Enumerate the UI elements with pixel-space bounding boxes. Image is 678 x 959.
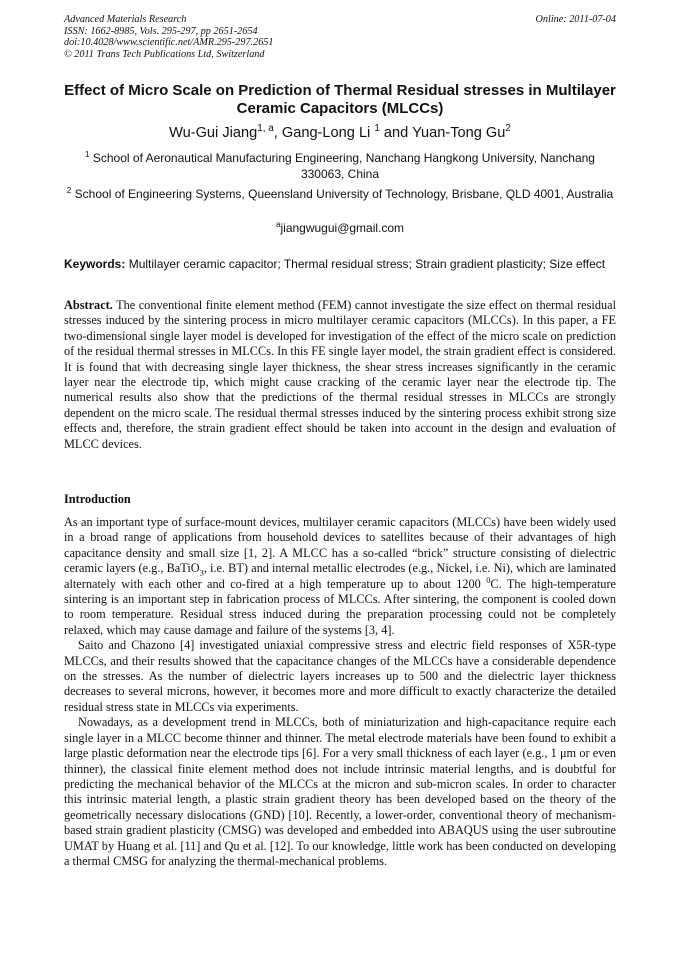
intro-paragraph-1 [64, 515, 616, 638]
contact-email [64, 220, 616, 236]
intro-paragraph-3: Nowadays, as a development trend in MLCCs, both of miniaturization and high-capacitance require each single layer in a MLCC become thinner and thinner. The metal electrode materials have been found to exhibit a large plastic deformation near the electrode tips [6]. For a very small thickness of each layer (e.g., 1 μm or even thinner), the classical finite element method does not include intrinsic material lengths, and is doubtful for predicting the mechanical behavior of the MLCCs at the micron and sub-micron scales. In order to character this intrinsic material length, a plastic strain gradient theory has been developed based on the theory of the geometrically necessary dislocations (GND) [10]. Recently, a lower-order, conventional theory of mechanism-based strain gradient plasticity (CMSG) was developed and embedded into ABAQUS using the user subroutine UMAT by Huang et al. [11] and Qu et al. [12]. To our knowledge, little work has been conducted on developing a thermal CMSG for analyzing the thermal-mechanical problems. [64, 715, 616, 868]
affiliation-2 [64, 186, 616, 202]
intro-paragraph-2: Saito and Chazono [4] investigated uniaxial compressive stress and electric field responses of X5R-type MLCCs, and their results showed that the capacitance changes of the MLCCs have a considerable dependence on the stresses. As the number of dielectric layers increases up to 500 and the dielectric layer thickness decreases to several microns, however, it becomes more and more difficult to exactly characterize the detailed residual stress state in MLCCs via experiments. [64, 638, 616, 714]
affiliation-1-text: School of Aeronautical Manufacturing Engineering, Nanchang Hangkong University, Nanchang 330063, China [89, 151, 595, 181]
author-2-sup: 1 [374, 123, 380, 135]
abstract-text: The conventional finite element method (FEM) cannot investigate the size effect on thermal residual stresses induced by the sintering process in micro multilayer ceramic capacitors (MLCCs). In this paper, a FE two-dimensional single layer model is developed for investigation of the effect of the micro scale on prediction of the residual thermal stresses in MLCCs. In this FE single layer model, the strain gradient effect is considered. It is found that with decreasing single layer thickness, the shear stress increases significantly in the ceramic layer near the electrode tip, which might cause cracking of the ceramic layer near the electrode tip. The numerical results also show that the predictions of the thermal residual stresses in MLCCs are strongly dependent on the micro scale. The residual thermal stresses induced by the sintering process exhibit strong size effects and, therefore, the strain gradient effect should be taken into account in the design and evaluation of MLCC devices. [64, 298, 616, 451]
intro-p1-superscript: 0 [486, 575, 491, 585]
affiliation-2-sup: 2 [66, 186, 72, 195]
intro-p1-subscript: 3 [199, 568, 204, 578]
affiliation-1 [64, 150, 616, 182]
paper-title: Effect of Micro Scale on Prediction of Thermal Residual stresses in Multilayer Ceramic Capacitors (MLCCs) [64, 82, 616, 117]
intro-p1-part-a: As an important type of surface-mount devices, multilayer ceramic capacitors (MLCCs) have been widely used in a broad range of applications from household devices to satellites because of their advantages of high capacitance density and small size [1, 2]. A MLCC has a so-called “brick” structure consisting of dielectric ceramic layers (e.g., BaTiO [64, 515, 616, 576]
affiliation-2-text: School of Engineering Systems, Queensland University of Technology, Brisbane, QLD 4001, Australia [71, 187, 614, 201]
introduction-heading: Introduction [64, 492, 131, 506]
author-separator-2: and [379, 125, 413, 141]
journal-header [64, 14, 616, 60]
keywords-block [64, 257, 616, 271]
author-list [64, 124, 616, 142]
keywords-label: Keywords: [64, 257, 126, 271]
author-3-sup: 2 [505, 123, 511, 135]
author-separator-1: , [273, 125, 282, 141]
email-sup: a [275, 220, 281, 229]
author-2: Gang-Long Li [281, 125, 375, 141]
doi-line: doi:10.4028/www.scientific.net/AMR.295-297.2651 [64, 37, 274, 49]
keywords-text: Multilayer ceramic capacitor; Thermal residual stress; Strain gradient plasticity; Size effect [125, 257, 606, 271]
copyright-line: © 2011 Trans Tech Publications Ltd, Switzerland [64, 48, 265, 60]
affiliation-1-sup: 1 [85, 150, 90, 159]
abstract-label: Abstract. [64, 298, 113, 312]
introduction-body [64, 515, 616, 869]
intro-p1-part-c: C. The high-temperature sintering is an important step in fabrication process of MLCCs. After sintering, the component is cooled down to room temperature. Residual stress induced during the preparation processing could not be completely relaxed, which may cause damage and failure of the systems [3, 4]. [64, 576, 616, 637]
author-1: Wu-Gui Jiang [169, 125, 258, 141]
email-address: jiangwugui@gmail.com [280, 221, 405, 235]
author-1-sup: 1, a [257, 123, 274, 135]
abstract-block [64, 298, 616, 452]
issn-line: ISSN: 1662-8985, Vols. 295-297, pp 2651-2654 [64, 25, 258, 37]
online-date: Online: 2011-07-04 [535, 14, 616, 25]
journal-name: Advanced Materials Research [64, 14, 187, 25]
author-3: Yuan-Tong Gu [412, 125, 506, 141]
intro-p1-part-b: , i.e. BT) and internal metallic electrodes (e.g., Nickel, i.e. Ni), which are laminated alternately with each other and co-fired at a high temperature up to about 1200 [64, 561, 616, 591]
